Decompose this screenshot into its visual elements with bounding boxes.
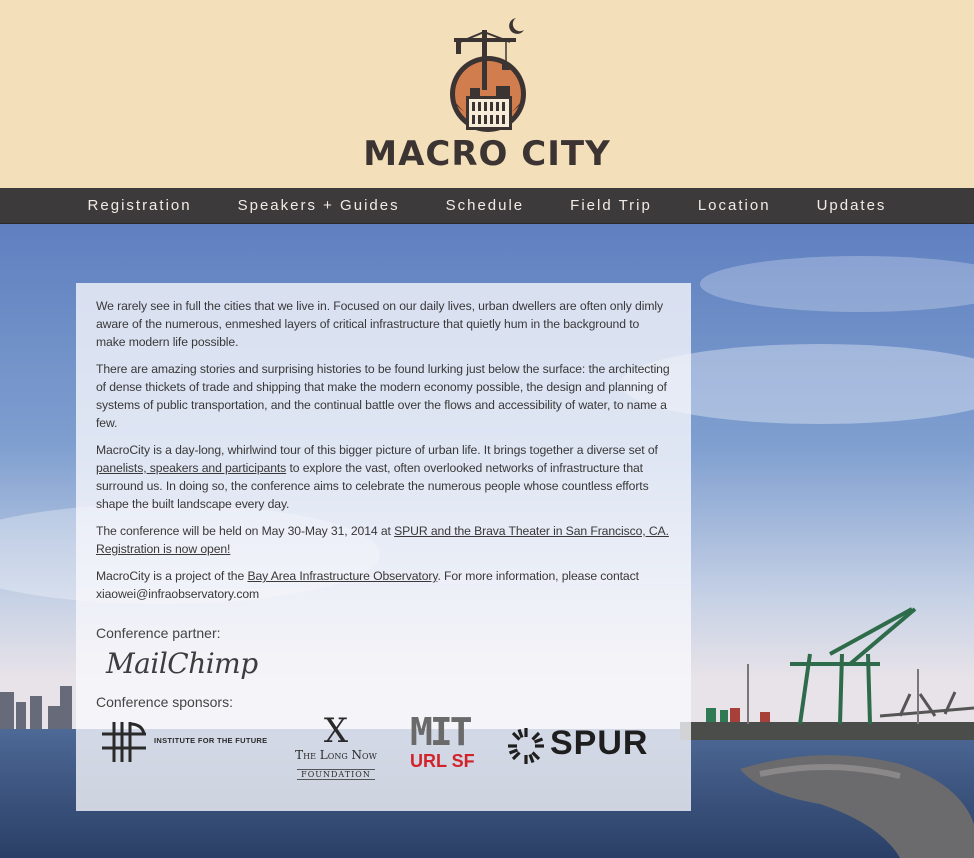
observatory-link[interactable]: Bay Area Infrastructure Observatory <box>247 569 438 583</box>
text-segment: MacroCity is a project of the <box>96 569 248 583</box>
text-segment: The conference will be held on May 30-May 31, 2014 at <box>96 524 395 538</box>
long-now-name: The Long Now <box>295 748 377 762</box>
venue-link[interactable]: SPUR and the Brava Theater in San Francisco, CA. <box>394 524 669 538</box>
nav-field-trip[interactable]: Field Trip <box>570 197 652 214</box>
intro-paragraph-2: There are amazing stories and surprising histories to be found lurking just below the surface: the architecting of dense thickets of trade and shipping that make the modern economy possible, the design and planning of systems of public transportation, and the continual battle over the flows and accessibility of water, to name a few. <box>96 362 670 430</box>
intro-panel <box>76 283 691 811</box>
partner-label: Conference partner: <box>96 625 221 641</box>
speakers-link[interactable]: panelists, speakers and participants <box>96 461 287 475</box>
macro-city-logo-icon[interactable] <box>440 12 540 142</box>
site-header <box>0 0 974 188</box>
text-segment: to explore the vast, often overlooked networks of infrastructure that surround us. In doing so, the conference aims to celebrate the numerous people whose countless efforts shape the built landscape every day. <box>96 461 649 511</box>
site-title[interactable]: MACRO CITY <box>363 134 611 174</box>
text-segment: . For more information, please contact xiaowei@infraobservatory.com <box>96 569 639 601</box>
mailchimp-logo[interactable]: MailChimp <box>106 647 258 680</box>
intro-paragraph-3 <box>96 441 671 513</box>
iftf-text: INSTITUTE FOR THE FUTURE <box>154 736 268 745</box>
spur-sunburst-icon <box>506 726 546 766</box>
url-sf-text: URL SF <box>410 751 475 771</box>
long-now-foundation: FOUNDATION <box>297 769 375 780</box>
spur-logo[interactable] <box>506 724 656 768</box>
long-now-x-mark: X <box>323 711 349 751</box>
nav-speakers-guides[interactable]: Speakers + Guides <box>237 197 400 214</box>
iftf-logo[interactable] <box>100 720 268 764</box>
sponsor-logos <box>96 710 671 784</box>
nav-schedule[interactable]: Schedule <box>445 197 525 214</box>
mit-text: MIT <box>410 710 470 754</box>
intro-paragraph-1: We rarely see in full the cities that we live in. Focused on our daily lives, urban dwellers are often only dimly aware of the numerous, enmeshed layers of critical infrastructure that quietly hum in the background to make modern life possible. <box>96 299 663 349</box>
intro-paragraph-5 <box>96 567 671 603</box>
long-now-logo[interactable] <box>286 711 386 779</box>
sponsors-label: Conference sponsors: <box>96 694 233 710</box>
main-nav <box>0 188 974 224</box>
registration-link[interactable]: Registration is now open! <box>96 542 231 556</box>
text-segment: MacroCity is a day-long, whirlwind tour of this bigger picture of urban life. It brings together a diverse set of <box>96 443 658 457</box>
spur-text: SPUR <box>550 724 649 762</box>
iftf-mark-icon <box>100 720 148 764</box>
nav-updates[interactable]: Updates <box>816 197 887 214</box>
mit-url-sf-logo[interactable] <box>410 710 490 778</box>
nav-registration[interactable]: Registration <box>87 197 192 214</box>
intro-paragraph-4 <box>96 522 671 558</box>
nav-location[interactable]: Location <box>697 197 771 214</box>
